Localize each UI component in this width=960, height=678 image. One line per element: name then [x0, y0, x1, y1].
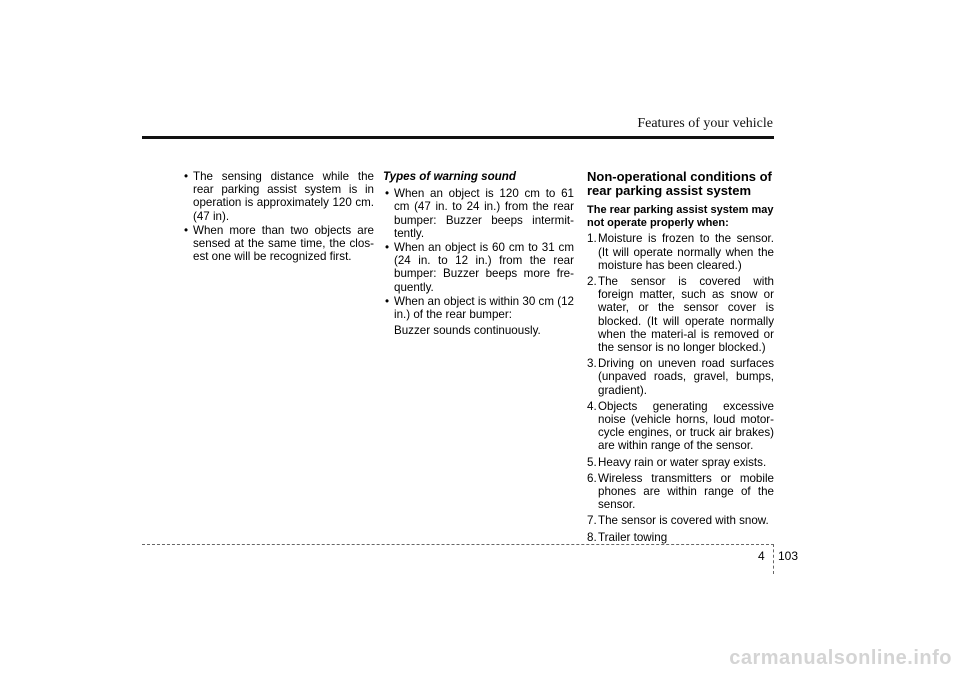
list-item: [587, 531, 774, 544]
item-text: Heavy rain or water spray exists.: [598, 455, 767, 469]
footer-rule: [142, 544, 774, 545]
numbered-list: [587, 232, 774, 543]
page-header-title: Features of your vehicle: [637, 116, 773, 131]
header-rule: [142, 136, 774, 139]
footer-divider: [773, 544, 774, 574]
item-text: Moisture is frozen to the sensor. (It will operate normally when the moisture has been cleared.): [598, 232, 774, 272]
item-number: 6.: [587, 471, 597, 485]
list-item: • When more than two objects are sensed at the same time, the clos-est one will be recognized first.: [182, 224, 374, 264]
item-number: 3.: [587, 357, 597, 371]
item-number: 4.: [587, 399, 597, 413]
section-intro: The rear parking assist system may not operate properly when:: [587, 204, 774, 230]
bullet-list: [182, 170, 374, 263]
list-item: • The sensing distance while the rear parking assist system is in operation is approximately 120 cm. (47 in).: [182, 170, 374, 223]
bullet-list: [383, 187, 574, 321]
list-item: • When an object is within 30 cm (12 in.) of the rear bumper:: [383, 295, 574, 321]
section-subtitle: Types of warning sound: [383, 170, 516, 183]
list-item: [587, 472, 774, 512]
item-text: The sensor is covered with foreign matter, such as snow or water, or the sensor cover is blocked. (It will operate normally when the materi-al is removed or the sensor is no longer blocked.): [598, 275, 774, 355]
column-2: [383, 170, 574, 337]
section-title: Non-operational conditions of rear parking assist system: [587, 169, 772, 198]
item-text: Trailer towing: [598, 530, 668, 544]
list-item: [587, 275, 774, 354]
item-text: The sensor is covered with snow.: [598, 514, 769, 528]
item-number: 5.: [587, 455, 597, 469]
page-number: 103: [778, 549, 799, 563]
item-number: 7.: [587, 514, 597, 528]
item-number: 2.: [587, 275, 597, 289]
item-text: Objects generating excessive noise (vehicle horns, loud motor-cycle engines, or truck air brakes) are within range of the sensor.: [598, 399, 774, 453]
column-3: [587, 170, 774, 547]
item-number: 1.: [587, 232, 597, 246]
list-item: • When an object is 60 cm to 31 cm (24 in. to 12 in.) from the rear bumper: Buzzer beeps more fre-quently.: [383, 241, 574, 294]
list-item: [587, 400, 774, 453]
continuation-text: Buzzer sounds continuously.: [394, 324, 541, 338]
item-text: Wireless transmitters or mobile phones are within range of the sensor.: [598, 471, 774, 512]
item-text: Driving on uneven road surfaces (unpaved roads, gravel, bumps, gradient).: [598, 357, 774, 397]
list-item: [587, 514, 774, 527]
item-number: 8.: [587, 530, 597, 544]
chapter-number: 4: [758, 549, 765, 563]
list-item: • When an object is 120 cm to 61 cm (47 in. to 24 in.) from the rear bumper: Buzzer beeps intermit-tently.: [383, 187, 574, 240]
list-item: [587, 456, 774, 469]
list-item: [587, 357, 774, 397]
list-item: [587, 232, 774, 272]
column-1: [182, 170, 374, 264]
watermark: carmanualsonline.info: [729, 647, 952, 669]
